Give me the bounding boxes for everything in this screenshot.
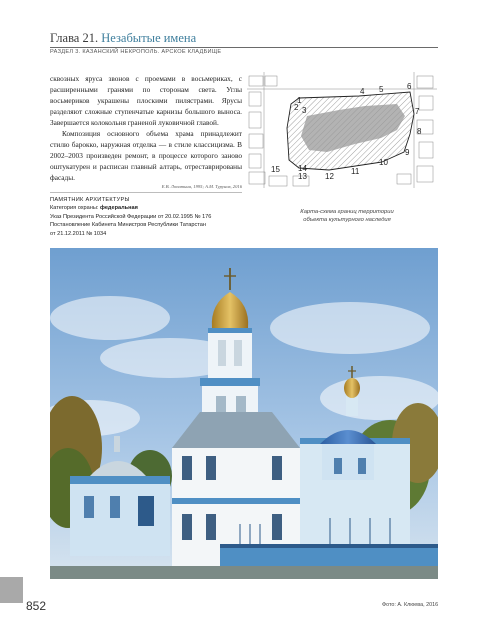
map-point-11: 11 — [351, 167, 360, 176]
map-point-7: 7 — [415, 107, 420, 116]
map-point-10: 10 — [379, 158, 388, 167]
category-value: федеральная — [100, 205, 138, 212]
map-caption — [294, 208, 400, 224]
church-photo — [50, 248, 438, 579]
category-label: Категория охраны: — [50, 205, 100, 212]
boundary-map — [247, 72, 437, 188]
map-caption-line-2: объекта культурного наследия — [303, 217, 391, 223]
decree-2b: от 21.12.2011 № 1034 — [50, 230, 107, 237]
map-point-4: 4 — [360, 87, 365, 96]
map-point-15: 15 — [271, 165, 280, 174]
page-number: 852 — [26, 599, 47, 613]
map-point-12: 12 — [325, 172, 334, 181]
decree-2a: Постановление Кабинета Министров Республики Татарстан — [50, 222, 206, 229]
map-point-14: 14 — [298, 164, 307, 173]
paragraph-1: сквозных яруса звонов с проемами в восьмериках, с расширенными гранями по сторонам света. Углы восьмериков украшены плоскими пилястрами. Ярусы разделяют сложные ступенчатые карнизы большого выноса. Завершается колокольня граненой луковичной главой. — [50, 74, 242, 127]
map-point-3: 3 — [302, 106, 307, 115]
map-point-8: 8 — [417, 127, 422, 136]
page-tab-marker — [0, 577, 23, 603]
section-title: РАЗДЕЛ 3. КАЗАНСКИЙ НЕКРОПОЛЬ. АРСКОЕ КЛАДБИЩЕ — [50, 49, 222, 55]
map-point-13: 13 — [298, 172, 307, 181]
map-point-2: 2 — [294, 103, 299, 112]
text-credit: Е.В. Лопатина, 1995; А.М. Турунов, 2016 — [161, 184, 242, 189]
monument-info — [50, 196, 250, 238]
map-caption-line-1: Карта-схема границ территории — [300, 209, 394, 215]
chapter-heading — [50, 31, 196, 46]
chapter-prefix: Глава 21. — [50, 31, 102, 45]
decree-1: Указ Президента Российской Федерации от 20.02.1995 № 176 — [50, 213, 212, 220]
category-line — [50, 204, 250, 212]
map-point-1: 1 — [297, 96, 302, 105]
ground — [50, 566, 438, 579]
separator — [50, 192, 242, 193]
chapter-title: Незабытые имена — [101, 31, 197, 45]
photo-credit: Фото: А. Клюева, 2016 — [382, 602, 439, 608]
monument-heading: ПАМЯТНИК АРХИТЕКТУРЫ — [50, 197, 130, 203]
map-point-9: 9 — [405, 148, 410, 157]
header-rule — [50, 47, 438, 48]
article-text — [50, 73, 242, 183]
map-point-6: 6 — [407, 82, 412, 91]
map-point-5: 5 — [379, 85, 384, 94]
paragraph-2: Композиция основного объема храма принадлежит стилю барокко, наружная отделка — в стиле классицизма. В 2002–2003 произведен ремонт, в процессе которого заново оштукатурен и расписан главный алтарь, отреставрированы фасады. — [50, 129, 242, 182]
